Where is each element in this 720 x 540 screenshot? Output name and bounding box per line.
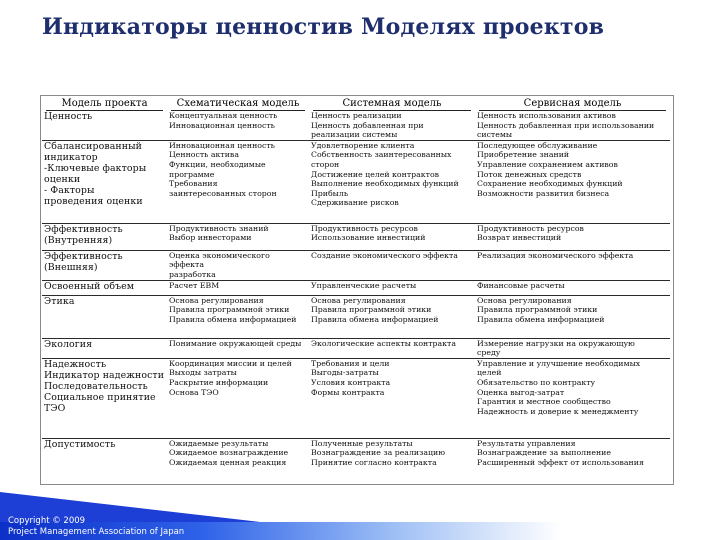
cell-schematic: Координация миссии и целей Выходы затраты Раскрытие информации Основа ТЭО [167, 358, 309, 438]
copyright-notice [8, 516, 184, 538]
cell-system: Требования и цели Выгоды-затраты Условия контракта Формы контракта [309, 358, 475, 438]
cell-service: Последующее обслуживание Приобретение знаний Управление сохранением активов Поток денежных средств Сохранение необходимых функций Возможности развития бизнеса [475, 140, 670, 223]
row-ethics [42, 295, 670, 338]
row-label: Освоенный объем [42, 280, 167, 295]
slide-title: Индикаторы ценностив Моделях проектов [42, 14, 605, 40]
cell-system: Создание экономического эффекта [309, 250, 475, 280]
cell-schematic: Оценка экономического эффекта разработка [167, 250, 309, 280]
row-reliability [42, 358, 670, 438]
cell-system: Продуктивность ресурсов Использование инвестиций [309, 223, 475, 250]
cell-service: Измерение нагрузки на окружающую среду [475, 338, 670, 358]
row-label: Ценность [42, 111, 167, 140]
row-label: Эффективность (Внешняя) [42, 250, 167, 280]
cell-service: Финансовые расчеты [475, 280, 670, 295]
row-label: Сбалансированный индикатор -Ключевые факторы оценки - Факторы проведения оценки [42, 140, 167, 223]
row-value [42, 111, 670, 140]
cell-system: Полученные результаты Вознаграждение за реализацию Принятие согласно контракта [311, 438, 446, 467]
cell-schematic: Понимание окружающей среды [167, 338, 309, 358]
cell-system: Основа регулирования Правила программной этики Правила обмена информацией [309, 295, 475, 338]
cell-service: Продуктивность ресурсов Возврат инвестиций [475, 223, 670, 250]
value-indicators-table [42, 97, 670, 479]
row-label: Экология [42, 338, 167, 358]
cell-service: Ценность использования активов Ценность добавленная при использовании системы [475, 111, 670, 140]
organization-text: Project Management Association of Japan [8, 527, 185, 537]
cell-schematic: Основа регулирования Правила программной этики Правила обмена информацией [167, 295, 309, 338]
header-system-model: Системная модель [309, 97, 475, 111]
row-efficiency-external [42, 250, 670, 280]
row-label: Допустимость [44, 438, 116, 450]
row-ecology [42, 338, 670, 358]
cell-schematic: Концептуальная ценность Инновационная ценность [167, 111, 309, 140]
row-earned-value [42, 280, 670, 295]
cell-service: Управление и улучшение необходимых целей Обязательство по контракту Оценка выгод-затрат Гарантия и местное сообщество Надежность и доверие к менеджменту [475, 358, 670, 438]
row-admissibility [42, 438, 670, 479]
table-header-row [42, 97, 670, 111]
cell-schematic: Расчет EBM [167, 280, 309, 295]
row-label: Этика [42, 295, 167, 338]
cell-system: Экологические аспекты контракта [309, 338, 475, 358]
header-schematic-model: Схематическая модель [167, 97, 309, 111]
cell-service: Результаты управления Вознаграждение за выполнение Расширенный эффект от использования [477, 438, 644, 467]
row-balanced-scorecard [42, 140, 670, 223]
cell-system: Управленческие расчеты [309, 280, 475, 295]
cell-system: Удовлетворение клиента Собственность заинтересованных сторон Достижение целей контрактов Выполнение необходимых функций Прибыль Сдерживание рисков [309, 140, 475, 223]
cell-schematic: Инновационная ценность Ценность актива Функции, необходимые программе Требования заинтересованных сторон [167, 140, 309, 223]
cell-service: Основа регулирования Правила программной этики Правила обмена информацией [475, 295, 670, 338]
row-label: Надежность Индикатор надежности Последовательность Социальное принятие ТЭО [42, 358, 167, 438]
header-service-model: Сервисная модель [475, 97, 670, 111]
copyright-text: Copyright © 2009 [8, 516, 86, 526]
header-project-model: Модель проекта [42, 97, 167, 111]
cell-service: Реализация экономического эффекта [475, 250, 670, 280]
row-label: Эффективность (Внутренняя) [42, 223, 167, 250]
cell-schematic: Продуктивность знаний Выбор инвесторами [167, 223, 309, 250]
cell-system: Ценность реализации Ценность добавленная при реализации системы [309, 111, 475, 140]
cell-schematic: Ожидаемые результаты Ожидаемое вознаграждение Ожидаемая ценная реакция [169, 438, 289, 467]
row-efficiency-internal [42, 223, 670, 250]
